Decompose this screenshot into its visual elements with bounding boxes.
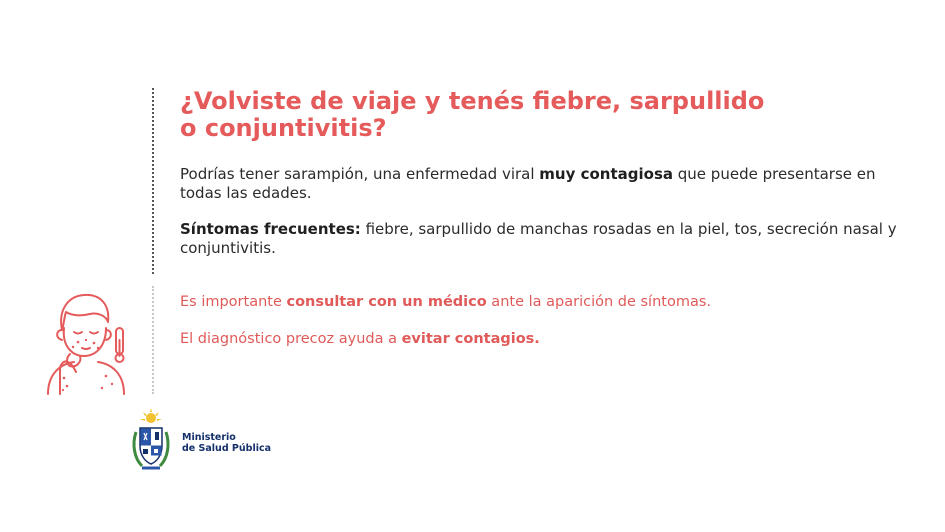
symptoms-text: fiebre, sarpullido de manchas rosadas en la piel, tos, secreción nasal y conjuntivitis.: [180, 220, 897, 257]
callout1-emphasis: consultar con un médico: [286, 294, 487, 310]
title-line-2: o conjuntivitis?: [180, 114, 387, 142]
consult-doctor-callout: [180, 293, 900, 312]
intro-emphasis: muy contagiosa: [539, 165, 674, 183]
intro-paragraph: [180, 165, 900, 203]
ministry-name: [182, 432, 271, 454]
ministry-line-2: de Salud Pública: [182, 443, 272, 454]
intro-text: Podrías tener sarampión, una enfermedad viral: [180, 165, 540, 183]
title-line-1: ¿Volviste de viaje y tenés fiebre, sarpullido: [180, 87, 765, 115]
callout2-text: El diagnóstico precoz ayuda a: [180, 331, 402, 347]
sick-person-thermometer-icon: [40, 290, 135, 395]
page-title: [180, 88, 820, 142]
vertical-dotted-divider: [152, 88, 154, 274]
ministry-line-1: Ministerio: [182, 432, 236, 443]
uruguay-coat-of-arms-icon: [128, 408, 174, 474]
callout2-emphasis: evitar contagios.: [401, 331, 540, 347]
callout1-text: Es importante: [180, 294, 287, 310]
vertical-dotted-divider-lower: [152, 286, 154, 394]
intro-text-end: que puede presentarse en todas las edades.: [180, 165, 876, 202]
callout1-text-end: ante la aparición de síntomas.: [486, 294, 711, 310]
symptoms-paragraph: [180, 220, 900, 258]
early-diagnosis-callout: [180, 330, 900, 349]
symptoms-label: Síntomas frecuentes:: [180, 220, 361, 238]
